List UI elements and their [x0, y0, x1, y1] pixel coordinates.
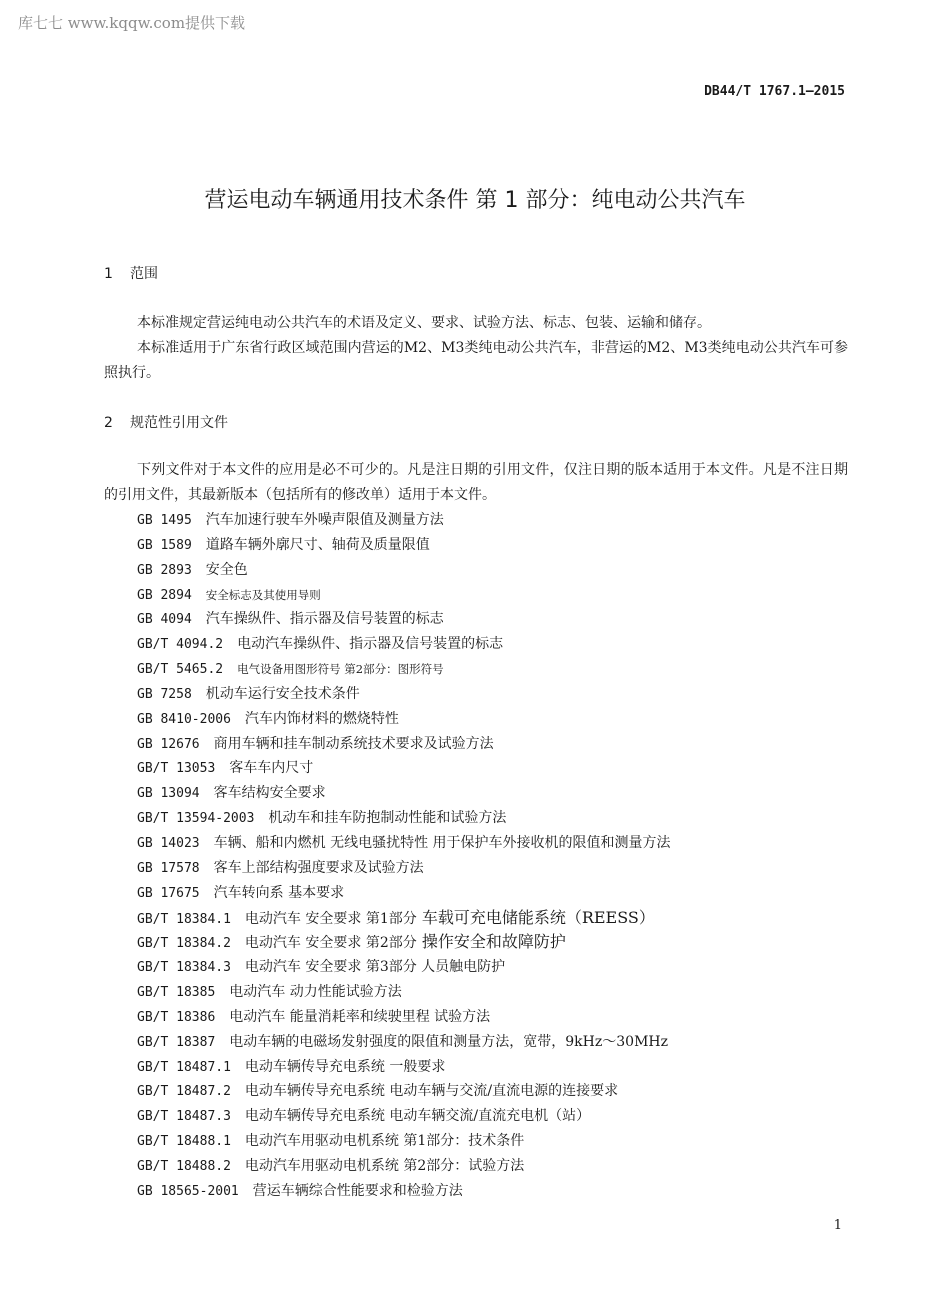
page-number: 1: [833, 1218, 842, 1233]
reference-item: [137, 831, 671, 856]
reference-code: GB/T 5465.2: [137, 662, 224, 678]
reference-code: GB 2893: [137, 562, 192, 578]
reference-name: 汽车转向系 基本要求: [213, 884, 345, 901]
reference-item: [137, 583, 671, 608]
reference-item: [137, 732, 671, 757]
reference-name: 电动汽车 能量消耗率和续驶里程 试验方法: [229, 1008, 491, 1025]
reference-item: [137, 955, 671, 980]
reference-code: GB 1589: [137, 537, 192, 553]
reference-name: 电动汽车 动力性能试验方法: [229, 984, 402, 1001]
reference-name: 车辆、船和内燃机 无线电骚扰特性 用于保护车外接收机的限值和测量方法: [213, 834, 671, 851]
reference-code: GB/T 4094.2: [137, 637, 224, 653]
reference-code: GB 4094: [137, 612, 192, 628]
reference-code: GB 2894: [137, 587, 192, 603]
page-title: 营运电动车辆通用技术条件 第 1 部分：纯电动公共汽车: [204, 188, 746, 213]
reference-code: GB/T 18488.1: [137, 1134, 231, 1150]
reference-item: [137, 1030, 671, 1055]
reference-item: [137, 1079, 671, 1104]
reference-code: GB/T 18386: [137, 1009, 216, 1025]
reference-code: GB/T 18385: [137, 985, 216, 1001]
reference-name: 商用车辆和挂车制动系统技术要求及试验方法: [213, 735, 494, 752]
reference-code: GB/T 18384.1: [137, 911, 231, 927]
watermark-text: 库七七 www.kqqw.com提供下载: [18, 14, 246, 32]
reference-item: [137, 632, 671, 657]
reference-code: GB/T 18487.1: [137, 1059, 231, 1075]
reference-code: GB 17675: [137, 885, 200, 901]
reference-code: GB/T 18384.3: [137, 960, 231, 976]
reference-code: GB 1495: [137, 513, 192, 528]
reference-name: 电动汽车 安全要求 第1部分: [244, 910, 417, 927]
reference-code: GB/T 18384.2: [137, 936, 231, 952]
reference-item: [137, 1129, 671, 1154]
reference-name: 电动车辆传导充电系统 电动车辆与交流/直流电源的连接要求: [244, 1083, 619, 1100]
reference-name: 电动车辆传导充电系统 电动车辆交流/直流充电机（站）: [244, 1108, 591, 1125]
document-code: DB44/T 1767.1—2015: [704, 84, 845, 99]
reference-name: 电动汽车操纵件、指示器及信号装置的标志: [237, 636, 504, 653]
reference-code: GB 18565-2001: [137, 1183, 239, 1199]
reference-item: [137, 1179, 671, 1204]
reference-code: GB/T 18387: [137, 1034, 216, 1050]
reference-name: 电动汽车 安全要求 第3部分 人员触电防护: [244, 959, 506, 976]
reference-code: GB 13094: [137, 786, 200, 802]
reference-code: GB/T 18488.2: [137, 1158, 231, 1174]
reference-list: [137, 508, 671, 1204]
reference-item: [137, 533, 671, 558]
section-title: 规范性引用文件: [130, 415, 228, 431]
reference-code: GB/T 18487.3: [137, 1109, 231, 1125]
reference-code: GB/T 13594-2003: [137, 811, 255, 827]
reference-code: GB 17578: [137, 860, 200, 876]
reference-item: [137, 1055, 671, 1080]
reference-name: 安全色: [205, 561, 248, 578]
reference-code: GB 8410-2006: [137, 711, 231, 727]
reference-name: 汽车加速行驶车外噪声限值及测量方法: [205, 512, 444, 528]
reference-item: [137, 657, 671, 682]
reference-item: [137, 980, 671, 1005]
reference-item: [137, 881, 671, 906]
reference-item: [137, 1154, 671, 1179]
section-number: 1: [104, 266, 113, 282]
reference-item: [137, 1104, 671, 1129]
reference-name: 机动车运行安全技术条件: [205, 685, 360, 702]
reference-code: GB/T 18487.2: [137, 1084, 231, 1100]
reference-name: 营运车辆综合性能要求和检验方法: [252, 1182, 463, 1199]
reference-name: 汽车内饰材料的燃烧特性: [244, 710, 399, 727]
reference-name: 客车车内尺寸: [229, 760, 314, 777]
reference-item: [137, 558, 671, 583]
reference-item: [137, 930, 671, 955]
reference-item: [137, 682, 671, 707]
section-number: 2: [104, 415, 113, 431]
reference-name: 电动汽车用驱动电机系统 第2部分：试验方法: [244, 1157, 525, 1174]
reference-name: 汽车操纵件、指示器及信号装置的标志: [205, 611, 444, 628]
reference-name-tail: 操作安全和故障防护: [416, 932, 566, 952]
reference-name: 客车结构安全要求: [213, 785, 326, 802]
reference-item: [137, 508, 671, 533]
reference-name: 客车上部结构强度要求及试验方法: [213, 859, 424, 876]
reference-name: 道路车辆外廓尺寸、轴荷及质量限值: [205, 536, 430, 553]
reference-item: [137, 781, 671, 806]
reference-name: 电动车辆传导充电系统 一般要求: [244, 1058, 446, 1075]
reference-name: 电动汽车用驱动电机系统 第1部分：技术条件: [244, 1133, 525, 1150]
reference-code: GB 7258: [137, 686, 192, 702]
reference-item: [137, 856, 671, 881]
reference-code: GB 12676: [137, 736, 200, 752]
section-title: 范围: [130, 266, 158, 282]
reference-item: [137, 906, 671, 931]
reference-code: GB 14023: [137, 835, 200, 851]
reference-item: [137, 607, 671, 632]
section-heading-scope: [104, 263, 158, 283]
reference-name: 安全标志及其使用导则: [205, 587, 321, 602]
references-intro-paragraph: 下列文件对于本文件的应用是必不可少的。凡是注日期的引用文件，仅注日期的版本适用于本文件。凡是不注日期的引用文件，其最新版本（包括所有的修改单）适用于本文件。: [104, 462, 848, 503]
section-heading-normative-references: [104, 412, 228, 432]
reference-item: [137, 1005, 671, 1030]
scope-paragraph-2: 本标准适用于广东省行政区域范围内营运的M2、M3类纯电动公共汽车，非营运的M2、M3类纯电动公共汽车可参照执行。: [104, 340, 848, 381]
scope-paragraph-1: 本标准规定营运纯电动公共汽车的术语及定义、要求、试验方法、标志、包装、运输和储存。: [137, 315, 711, 331]
reference-name: 电动车辆的电磁场发射强度的限值和测量方法，宽带，9kHz～30MHz: [229, 1033, 668, 1050]
reference-item: [137, 806, 671, 831]
reference-name: 电气设备用图形符号 第2部分：图形符号: [237, 662, 444, 677]
reference-item: [137, 756, 671, 781]
reference-name-tail: 车载可充电储能系统（REESS）: [416, 907, 655, 927]
reference-code: GB/T 13053: [137, 761, 216, 777]
reference-name: 机动车和挂车防抱制动性能和试验方法: [268, 810, 507, 827]
reference-item: [137, 707, 671, 732]
reference-name: 电动汽车 安全要求 第2部分: [244, 935, 417, 952]
